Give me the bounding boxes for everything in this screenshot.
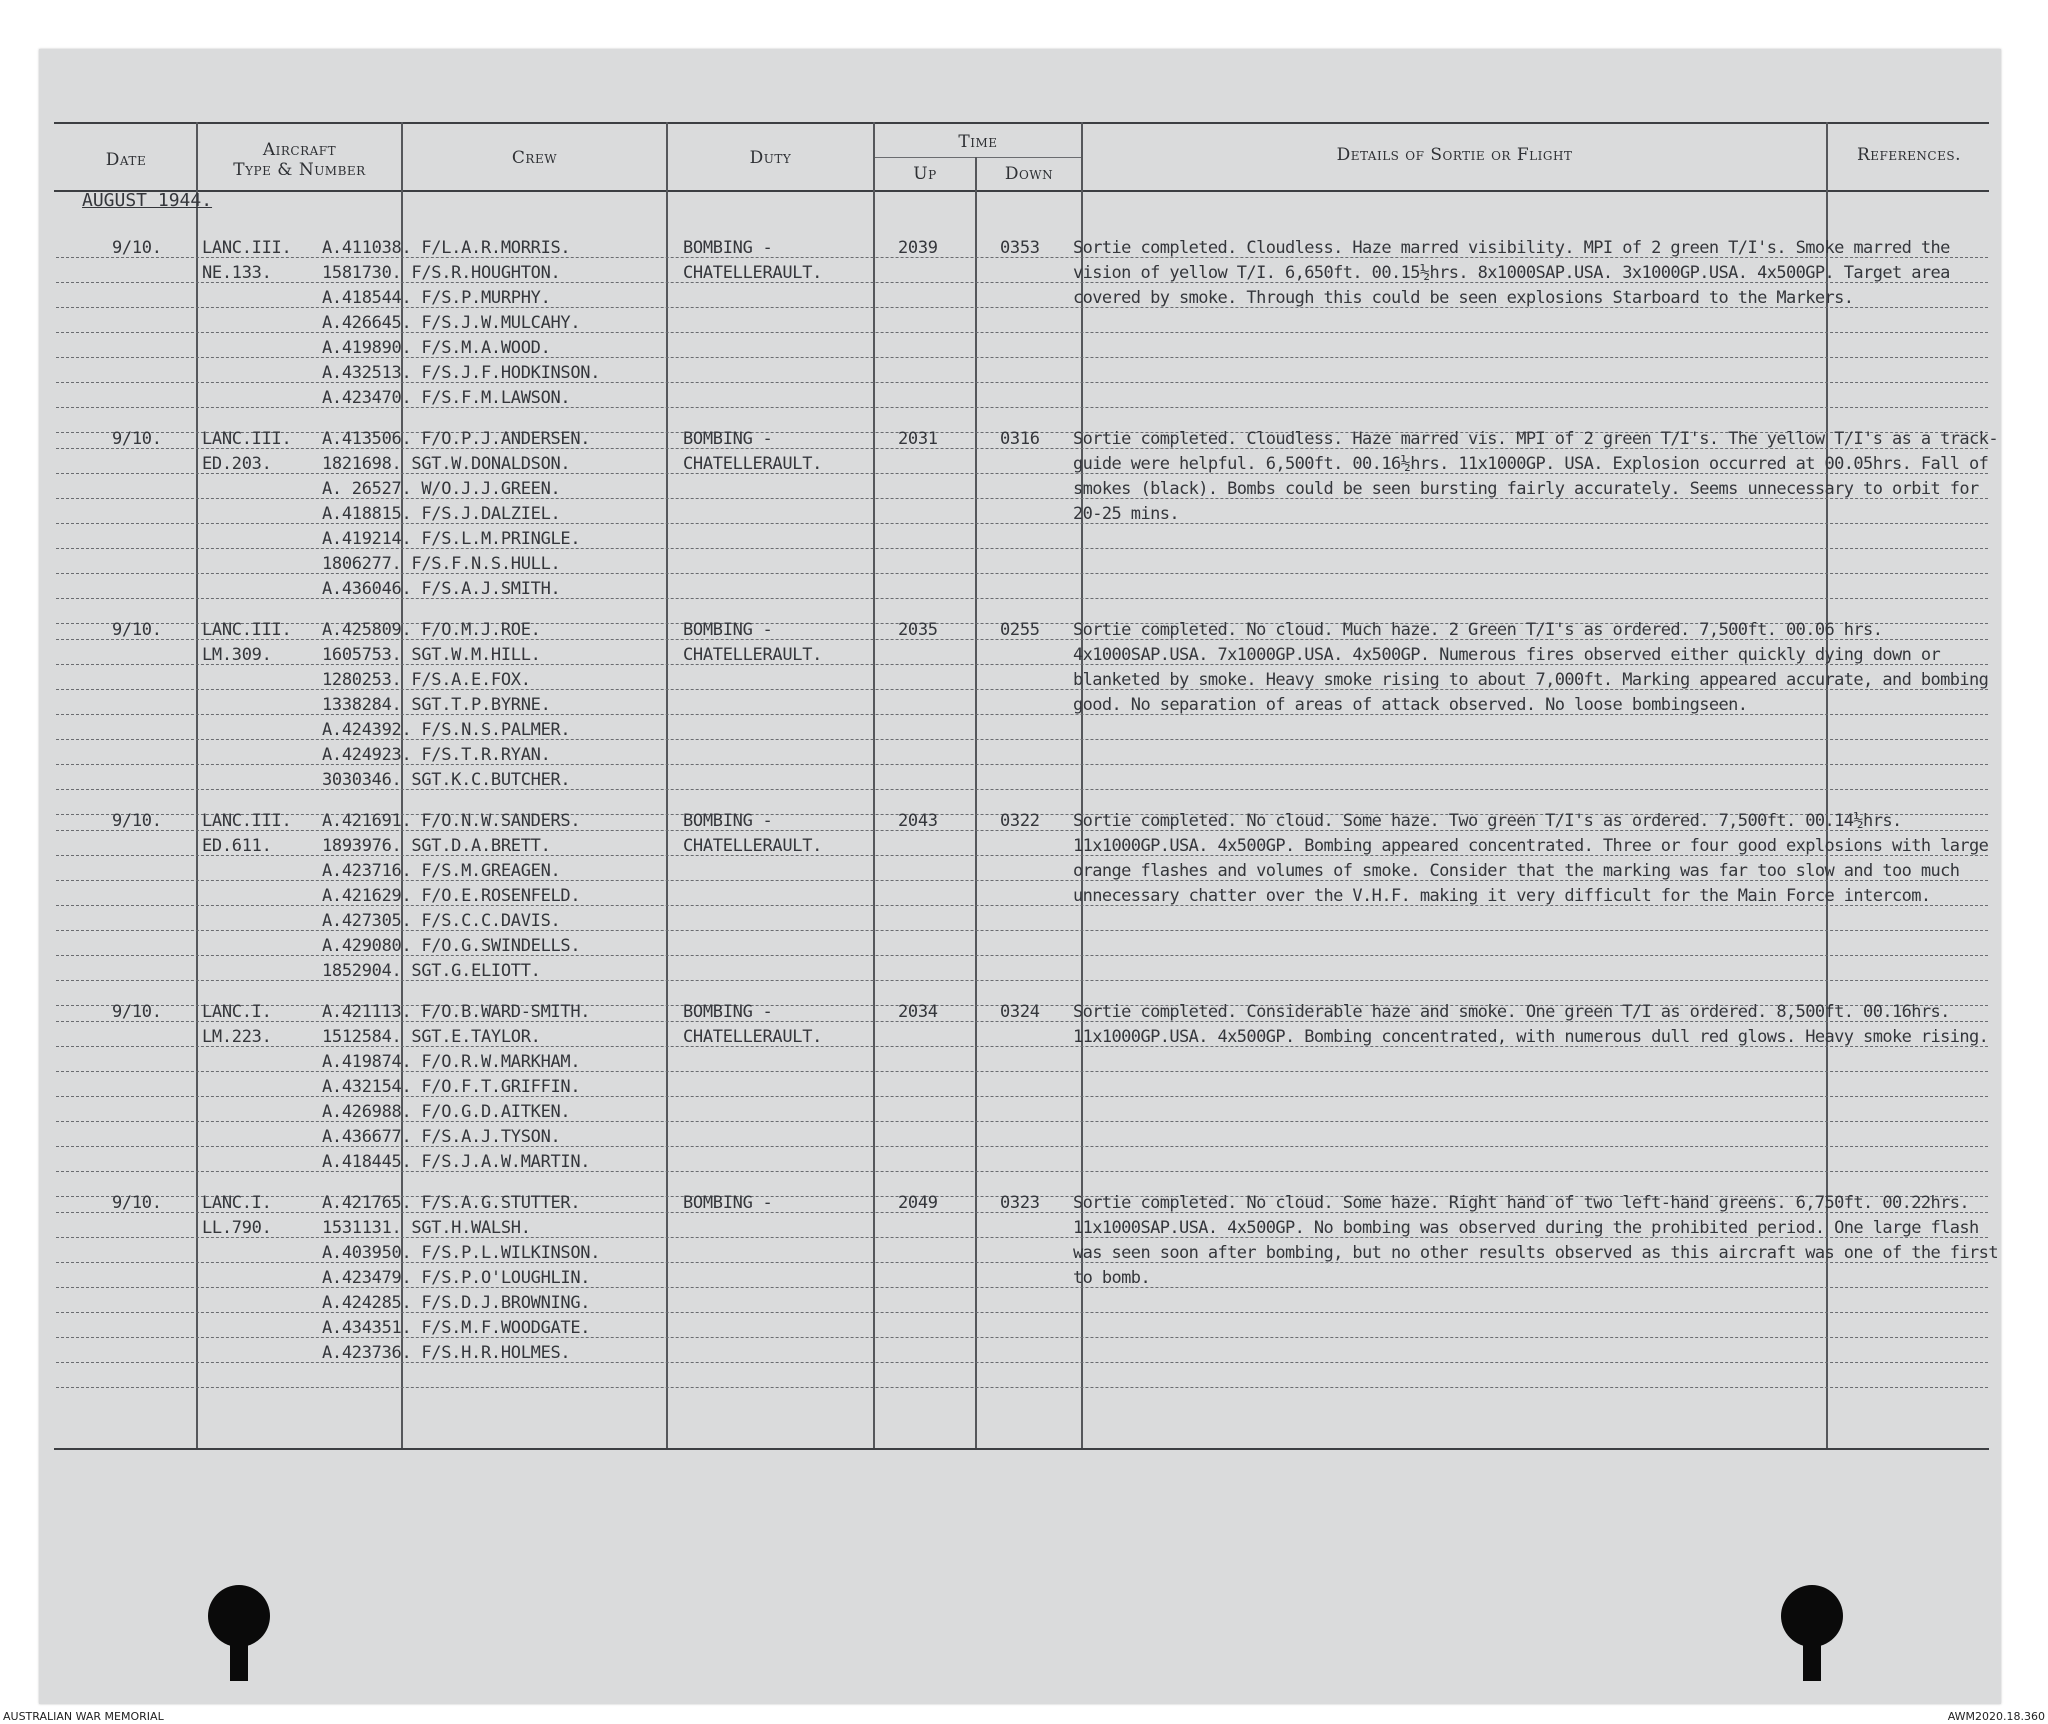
crew-member: A.423479. F/S.P.O'LOUGHLIN. (322, 1268, 591, 1288)
crew-member: 1280253. F/S.A.E.FOX. (322, 670, 531, 690)
entry-details: Sortie completed. No cloud. Some haze. Right hand of two left-hand greens. 6,750ft. 00.22hrs. 11x1000SAP.USA. 4x500GP. No bombing was observed during the prohibited period. One large flash was seen soon after bombing, but no other results observed as this aircraft was one of the first to bomb. (1073, 1193, 1998, 1288)
crew-member: A.424392. F/S.N.S.PALMER. (322, 720, 571, 740)
entry-crew (322, 236, 600, 411)
ruled-line (56, 1362, 1988, 1363)
ruled-line (56, 1021, 1988, 1022)
crew-member: 1605753. SGT.W.M.HILL. (322, 645, 541, 665)
entry-time-up: 2043 (898, 811, 938, 831)
entry-time-down: 0255 (1000, 620, 1040, 640)
column-divider (975, 157, 977, 1448)
column-divider (873, 122, 875, 1448)
entry-date: 9/10. (112, 620, 162, 640)
crew-member: A.421691. F/O.N.W.SANDERS. (322, 811, 581, 831)
ruled-line (56, 1071, 1988, 1072)
ruled-line (56, 830, 1988, 831)
entry-time-up: 2031 (898, 429, 938, 449)
header-aircraft: Aircraft Type & Number (233, 140, 366, 180)
header-details: Details of Sortie or Flight (1336, 145, 1573, 165)
table-bottom-rule (54, 1448, 1989, 1450)
ruled-line (56, 498, 1988, 499)
entry-date: 9/10. (112, 811, 162, 831)
entry-aircraft: LANC.I. LL.790. (202, 1193, 272, 1238)
crew-member: 1806277. F/S.F.N.S.HULL. (322, 554, 561, 574)
crew-member: A.423470. F/S.F.M.LAWSON. (322, 388, 571, 408)
ruled-line (56, 448, 1988, 449)
ruled-line (56, 1312, 1988, 1313)
crew-member: A.434351. F/S.M.F.WOODGATE. (322, 1318, 591, 1338)
ruled-line (56, 1337, 1988, 1338)
crew-member: A.418544. F/S.P.MURPHY. (322, 288, 551, 308)
crew-member: A. 26527. W/O.J.J.GREEN. (322, 479, 561, 499)
entry-time-down: 0324 (1000, 1002, 1040, 1022)
binder-hole-left (208, 1585, 270, 1647)
entry-time-down: 0323 (1000, 1193, 1040, 1213)
entry-date: 9/10. (112, 429, 162, 449)
ruled-line (56, 1387, 1988, 1388)
crew-member: 1852904. SGT.G.ELIOTT. (322, 961, 541, 981)
entry-date: 9/10. (112, 1002, 162, 1022)
crew-member: A.426988. F/O.G.D.AITKEN. (322, 1102, 571, 1122)
entry-aircraft: LANC.III. ED.203. (202, 429, 292, 474)
entry-aircraft: LANC.III. NE.133. (202, 238, 292, 283)
crew-member: 1531131. SGT.H.WALSH. (322, 1218, 531, 1238)
entry-crew (322, 618, 570, 793)
entry-details: Sortie completed. No cloud. Much haze. 2 Green T/I's as ordered. 7,500ft. 00.06 hrs. 4x1000SAP.USA. 7x1000GP.USA. 4x500GP. Numerous fires observed either quickly dying down or blanketed by smoke. Heavy smoke rising to about 7,000ft. Marking appeared accurate, and bombing good. No separation of areas of attack observed. No loose bombingseen. (1073, 620, 1989, 715)
header-date: Date (105, 150, 147, 170)
crew-member: A.423736. F/S.H.R.HOLMES. (322, 1343, 571, 1363)
ruled-line (56, 548, 1988, 549)
ruled-line (56, 930, 1988, 931)
crew-member: A.418445. F/S.J.A.W.MARTIN. (322, 1152, 591, 1172)
entry-time-up: 2034 (898, 1002, 938, 1022)
ruled-line (56, 1262, 1988, 1263)
header-duty: Duty (749, 148, 792, 168)
ruled-line (56, 764, 1988, 765)
ruled-line (56, 1046, 1988, 1047)
entry-aircraft: LANC.I. LM.223. (202, 1002, 272, 1047)
ruled-line (56, 1237, 1988, 1238)
entry-duty: BOMBING - CHATELLERAULT. (683, 1002, 823, 1047)
ruled-line (56, 855, 1988, 856)
entry-details: Sortie completed. No cloud. Some haze. Two green T/I's as ordered. 7,500ft. 00.14½hrs. 11x1000GP.USA. 4x500GP. Bombing appeared concentrated. Three or four good explosions with large orange flashes and volumes of smoke. Consider that the marking was far too slow and too much unnecessary chatter over the V.H.F. making it very difficult for the Main Force intercom. (1073, 811, 1989, 906)
entry-details: Sortie completed. Cloudless. Haze marred vis. MPI of 2 green T/I's. The yellow T/I's as a track-guide were helpful. 6,500ft. 00.16½hrs. 11x1000GP. USA. Explosion occurred at 00.05hrs. Fall of smokes (black). Bombs could be seen bursting fairly accurately. Seems unnecessary to orbit for 20-25 mins. (1073, 429, 1998, 524)
crew-member: A.421765. F/S.A.G.STUTTER. (322, 1193, 581, 1213)
header-references: References. (1856, 145, 1961, 165)
ruled-line (56, 523, 1988, 524)
ruled-line (56, 664, 1988, 665)
crew-member: A.419214. F/S.L.M.PRINGLE. (322, 529, 581, 549)
entry-crew (322, 1191, 600, 1366)
crew-member: 1581730. F/S.R.HOUGHTON. (322, 263, 561, 283)
header-time: Time (958, 132, 998, 152)
ruled-line (56, 1287, 1988, 1288)
ruled-line (56, 1146, 1988, 1147)
ruled-line (56, 1121, 1988, 1122)
entry-time-up: 2049 (898, 1193, 938, 1213)
crew-member: 1893976. SGT.D.A.BRETT. (322, 836, 551, 856)
ruled-line (56, 407, 1988, 408)
crew-member: A.426645. F/S.J.W.MULCAHY. (322, 313, 581, 333)
crew-member: A.432154. F/O.F.T.GRIFFIN. (322, 1077, 581, 1097)
ruled-line (56, 714, 1988, 715)
entry-details: Sortie completed. Considerable haze and smoke. One green T/I as ordered. 8,500ft. 00.16hrs. 11x1000GP.USA. 4x500GP. Bombing concentrated, with numerous dull red glows. Heavy smoke rising. (1073, 1002, 1989, 1047)
footer-right: AWM2020.18.360 (1947, 1710, 2045, 1723)
crew-member: 1512584. SGT.E.TAYLOR. (322, 1027, 541, 1047)
ruled-line (56, 980, 1988, 981)
crew-member: A.411038. F/L.A.R.MORRIS. (322, 238, 571, 258)
crew-member: 1338284. SGT.T.P.BYRNE. (322, 695, 551, 715)
entry-date: 9/10. (112, 1193, 162, 1213)
header-top-rule (54, 122, 1989, 124)
ruled-line (56, 689, 1988, 690)
header-crew: Crew (511, 148, 558, 168)
entry-time-down: 0322 (1000, 811, 1040, 831)
ruled-line (56, 639, 1988, 640)
crew-member: A.421629. F/O.E.ROSENFELD. (322, 886, 581, 906)
ruled-line (56, 789, 1988, 790)
crew-member: A.419890. F/S.M.A.WOOD. (322, 338, 551, 358)
ruled-line (56, 357, 1988, 358)
entry-crew (322, 427, 590, 602)
entry-aircraft: LANC.III. ED.611. (202, 811, 292, 856)
entry-crew (322, 1000, 590, 1175)
entry-duty: BOMBING - CHATELLERAULT. (683, 620, 823, 665)
entry-time-down: 0316 (1000, 429, 1040, 449)
crew-member: A.418815. F/S.J.DALZIEL. (322, 504, 561, 524)
ruled-line (56, 307, 1988, 308)
ruled-line (56, 1096, 1988, 1097)
time-subheader-rule (873, 157, 1081, 158)
entry-time-up: 2035 (898, 620, 938, 640)
crew-member: 1821698. SGT.W.DONALDSON. (322, 454, 571, 474)
entry-duty: BOMBING - CHATELLERAULT. (683, 429, 823, 474)
crew-member: A.432513. F/S.J.F.HODKINSON. (322, 363, 601, 383)
ruled-line (56, 573, 1988, 574)
ruled-line (56, 880, 1988, 881)
ruled-line (56, 905, 1988, 906)
ruled-line (56, 382, 1988, 383)
crew-member: A.419874. F/O.R.W.MARKHAM. (322, 1052, 581, 1072)
entry-duty: BOMBING - CHATELLERAULT. (683, 238, 823, 283)
ruled-line (56, 739, 1988, 740)
crew-member: 3030346. SGT.K.C.BUTCHER. (322, 770, 571, 790)
entry-aircraft: LANC.III. LM.309. (202, 620, 292, 665)
month-heading: AUGUST 1944. (82, 190, 213, 211)
crew-member: A.429080. F/O.G.SWINDELLS. (322, 936, 581, 956)
crew-member: A.427305. F/S.C.C.DAVIS. (322, 911, 561, 931)
column-divider (666, 122, 668, 1448)
entry-duty: BOMBING - (683, 1193, 773, 1213)
crew-member: A.425809. F/O.M.J.ROE. (322, 620, 541, 640)
header-down: Down (1004, 164, 1054, 184)
entry-details: Sortie completed. Cloudless. Haze marred visibility. MPI of 2 green T/I's. Smoke marred the vision of yellow T/I. 6,650ft. 00.15½hrs. 8x1000SAP.USA. 3x1000GP.USA. 4x500GP. Target area covered by smoke. Through this could be seen explosions Starboard to the Markers. (1073, 238, 1950, 308)
crew-member: A.423716. F/S.M.GREAGEN. (322, 861, 561, 881)
crew-member: A.413506. F/O.P.J.ANDERSEN. (322, 429, 591, 449)
entry-time-up: 2039 (898, 238, 938, 258)
ruled-line (56, 257, 1988, 258)
ruled-line (56, 332, 1988, 333)
ruled-line (56, 1171, 1988, 1172)
ruled-line (56, 1212, 1988, 1213)
binder-hole-right (1781, 1585, 1843, 1647)
crew-member: A.424923. F/S.T.R.RYAN. (322, 745, 551, 765)
crew-member: A.424285. F/S.D.J.BROWNING. (322, 1293, 591, 1313)
crew-member: A.436677. F/S.A.J.TYSON. (322, 1127, 561, 1147)
ruled-line (56, 598, 1988, 599)
column-divider (196, 122, 198, 1448)
ruled-line (56, 955, 1988, 956)
entry-crew (322, 809, 580, 984)
ruled-line (56, 282, 1988, 283)
crew-member: A.403950. F/S.P.L.WILKINSON. (322, 1243, 601, 1263)
crew-member: A.436046. F/S.A.J.SMITH. (322, 579, 561, 599)
entry-duty: BOMBING - CHATELLERAULT. (683, 811, 823, 856)
entry-date: 9/10. (112, 238, 162, 258)
entry-time-down: 0353 (1000, 238, 1040, 258)
ruled-line (56, 473, 1988, 474)
crew-member: A.421113. F/O.B.WARD-SMITH. (322, 1002, 591, 1022)
footer-left: AUSTRALIAN WAR MEMORIAL (3, 1710, 164, 1723)
header-up: Up (913, 164, 937, 184)
header-bottom-rule (54, 190, 1989, 192)
